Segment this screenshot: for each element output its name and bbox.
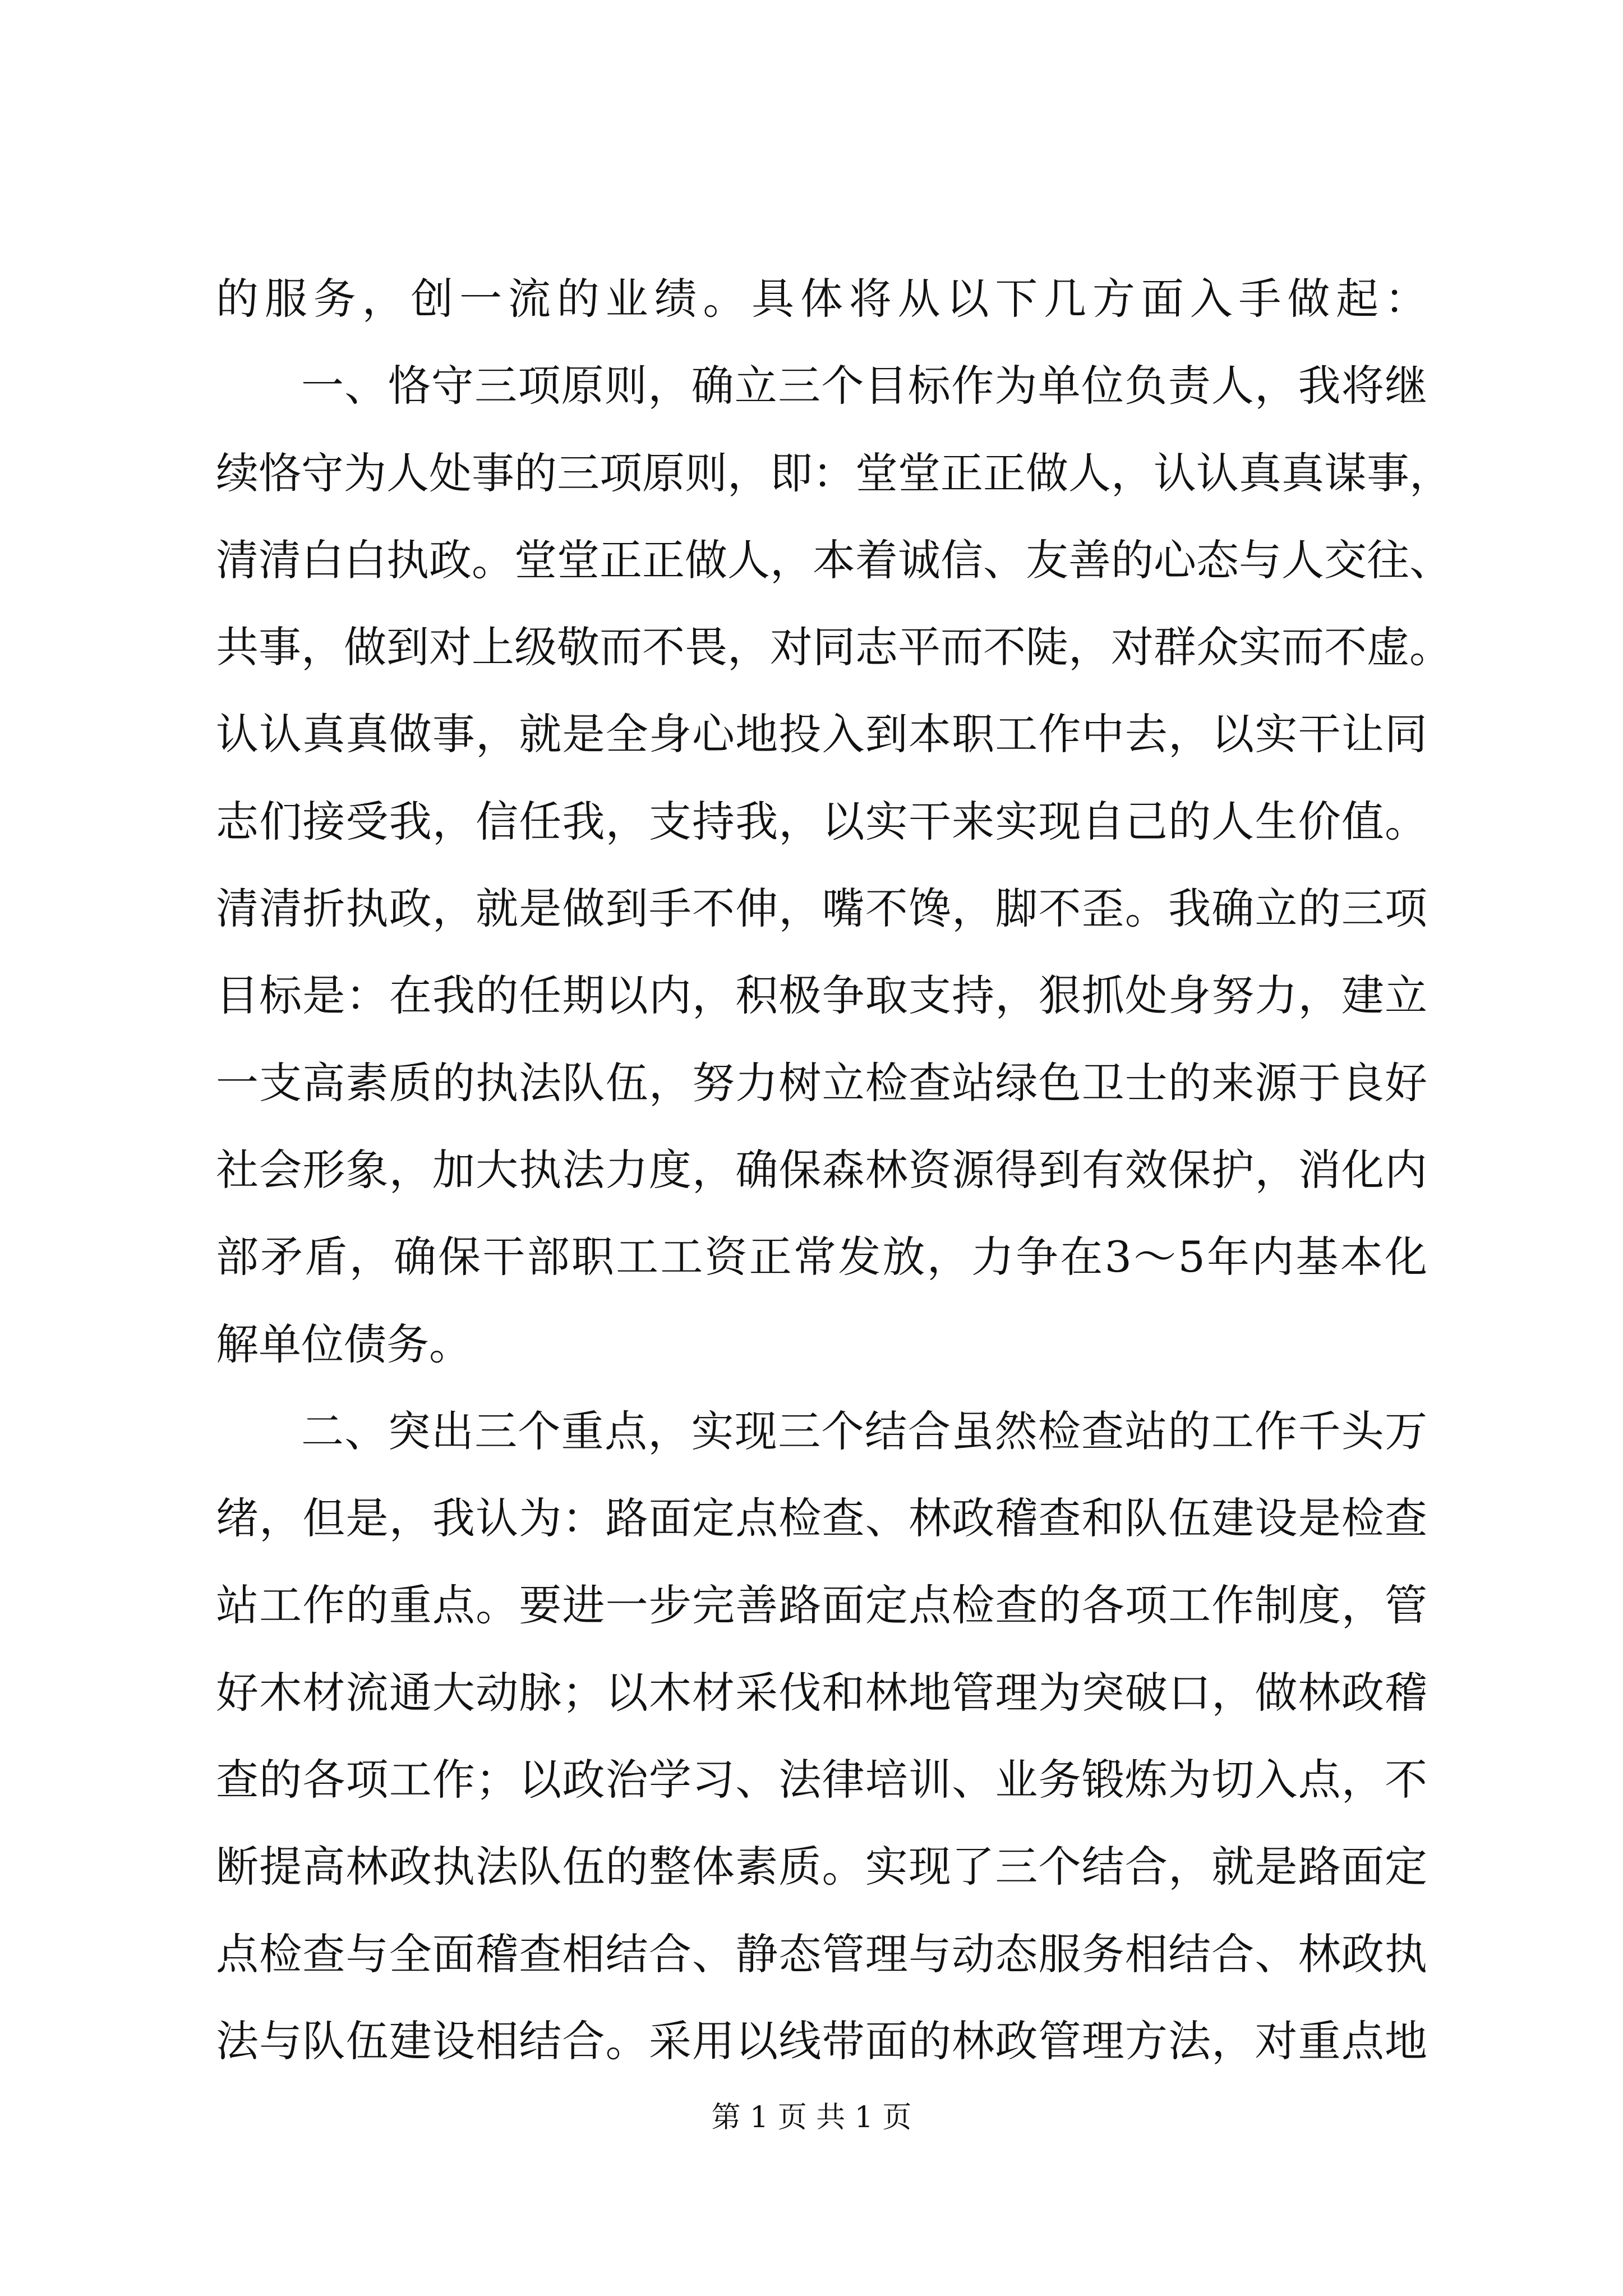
text-line: 绪，但是，我认为：路面定点检查、林政稽查和队伍建设是检查	[216, 1493, 1427, 1544]
text-line: 共事，做到对上级敬而不畏，对同志平而不陡，对群众实而不虚。	[216, 622, 1452, 673]
text-line: 志们接受我，信任我，支持我，以实干来实现自己的人生价值。	[216, 796, 1427, 846]
text-line: 查的各项工作；以政治学习、法律培训、业务锻炼为切入点，不	[216, 1755, 1427, 1805]
text-line: 一支高素质的执法队伍，努力树立检查站绿色卫士的来源于良好	[216, 1057, 1427, 1108]
text-line: 断提高林政执法队伍的整体素质。实现了三个结合，就是路面定	[216, 1842, 1427, 1892]
text-line: 站工作的重点。要进一步完善路面定点检查的各项工作制度，管	[216, 1580, 1427, 1631]
text-line: 点检查与全面稽查相结合、静态管理与动态服务相结合、林政执	[216, 1929, 1427, 1979]
text-line: 部矛盾，确保干部职工工资正常发放，力争在3～5年内基本化	[216, 1232, 1427, 1282]
text-line: 目标是：在我的任期以内，积极争取支持，狠抓处身努力，建立	[216, 970, 1427, 1021]
paragraph-start-line: 一、恪守三项原则，确立三个目标作为单位负责人，我将继	[301, 361, 1427, 411]
paragraph-end-line: 解单位债务。	[216, 1319, 472, 1369]
paragraph-start-line: 二、突出三个重点，实现三个结合虽然检查站的工作千头万	[301, 1406, 1427, 1456]
text-line: 好木材流通大动脉；以木材采伐和林地管理为突破口，做林政稽	[216, 1667, 1427, 1718]
text-line: 续恪守为人处事的三项原则，即：堂堂正正做人，认认真真谋事，	[216, 448, 1452, 498]
text-line: 法与队伍建设相结合。采用以线带面的林政管理方法，对重点地	[216, 2016, 1427, 2066]
body-text	[216, 255, 1452, 2085]
text-line: 清清白白执政。堂堂正正做人，本着诚信、友善的心态与人交往、	[216, 535, 1452, 585]
text-line: 社会形象，加大执法力度，确保森林资源得到有效保护，消化内	[216, 1144, 1427, 1195]
page-number-footer: 第 1 页 共 1 页	[711, 2101, 912, 2134]
text-line: 清清折执政，就是做到手不伸，嘴不馋，脚不歪。我确立的三项	[216, 884, 1427, 934]
text-line: 的服务，创一流的业绩。具体将从以下几方面入手做起：	[216, 274, 1427, 324]
text-line: 认认真真做事，就是全身心地投入到本职工作中去，以实干让同	[216, 709, 1427, 760]
